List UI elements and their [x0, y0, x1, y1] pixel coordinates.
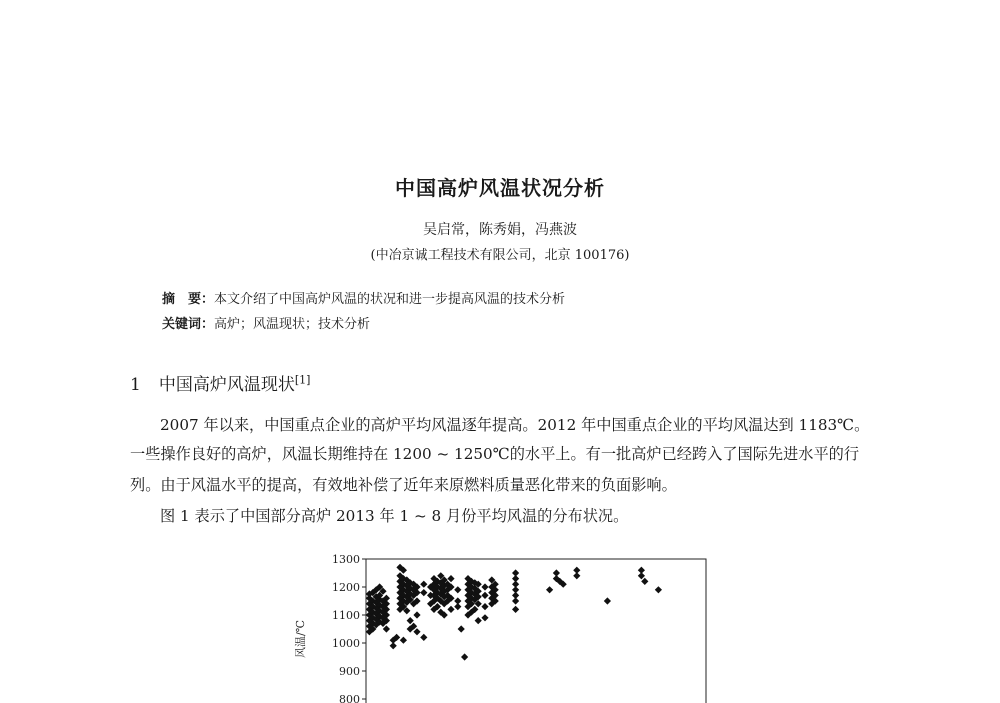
- paper-title: 中国高炉风温状况分析: [395, 176, 605, 200]
- abstract-label: 摘 要：: [162, 292, 215, 307]
- data-point: [553, 569, 560, 576]
- y-tick-label: 1200: [332, 581, 360, 594]
- data-point: [475, 617, 482, 624]
- data-point: [454, 586, 461, 593]
- body-paragraph-line: 列。由于风温水平的提高，有效地补偿了近年来原燃料质量恶化带来的负面影响。: [130, 476, 677, 494]
- authors: 吴启常，陈秀娟，冯燕波: [423, 222, 577, 238]
- data-point: [573, 572, 580, 579]
- data-point: [407, 617, 414, 624]
- data-point: [447, 575, 454, 582]
- y-tick-label: 900: [339, 665, 360, 678]
- data-point: [454, 603, 461, 610]
- data-point: [604, 597, 611, 604]
- section-reference[interactable]: [1]: [294, 373, 311, 387]
- body-paragraph-line: 一些操作良好的高炉，风温长期维持在 1200 ~ 1250℃的水平上。有一批高炉已经跨入了国际先进水平的行: [130, 445, 859, 463]
- data-point: [420, 581, 427, 588]
- data-point: [641, 578, 648, 585]
- affiliation: (中冶京诚工程技术有限公司，北京 100176): [370, 248, 630, 263]
- y-axis-label: 风温/℃: [294, 619, 307, 659]
- data-point: [655, 586, 662, 593]
- data-point: [512, 597, 519, 604]
- data-point: [383, 625, 390, 632]
- data-point: [512, 606, 519, 613]
- data-point: [413, 628, 420, 635]
- keywords-label: 关键词：: [162, 317, 215, 332]
- data-point: [481, 614, 488, 621]
- section-title: 中国高炉风温现状: [158, 375, 295, 395]
- data-point: [461, 653, 468, 660]
- keywords: [162, 313, 370, 332]
- data-point: [420, 589, 427, 596]
- y-tick-label: 800: [339, 693, 360, 703]
- y-tick-label: 1300: [332, 553, 360, 566]
- abstract: [162, 288, 565, 307]
- body-paragraph-line: 图 1 表示了中国部分高炉 2013 年 1 ~ 8 月份平均风温的分布状况。: [160, 507, 629, 525]
- data-point: [481, 603, 488, 610]
- section-number: 1: [130, 375, 141, 395]
- section-heading: [130, 370, 310, 395]
- y-tick-label: 1000: [332, 637, 360, 650]
- data-point: [481, 583, 488, 590]
- body-paragraph-line: 2007 年以来，中国重点企业的高炉平均风温逐年提高。2012 年中国重点企业的平均风温达到 1183℃。: [160, 416, 870, 434]
- figure-1-scatter-chart: [280, 545, 720, 703]
- data-point: [400, 637, 407, 644]
- data-point: [638, 572, 645, 579]
- data-point: [546, 586, 553, 593]
- data-point: [420, 634, 427, 641]
- data-point: [390, 642, 397, 649]
- data-point: [481, 592, 488, 599]
- data-point: [458, 625, 465, 632]
- abstract-text: 本文介绍了中国高炉风温的状况和进一步提高风温的技术分析: [214, 292, 566, 307]
- y-tick-label: 1100: [332, 609, 360, 622]
- data-point: [447, 606, 454, 613]
- keywords-text: 高炉；风温现状；技术分析: [214, 317, 371, 332]
- data-point: [413, 611, 420, 618]
